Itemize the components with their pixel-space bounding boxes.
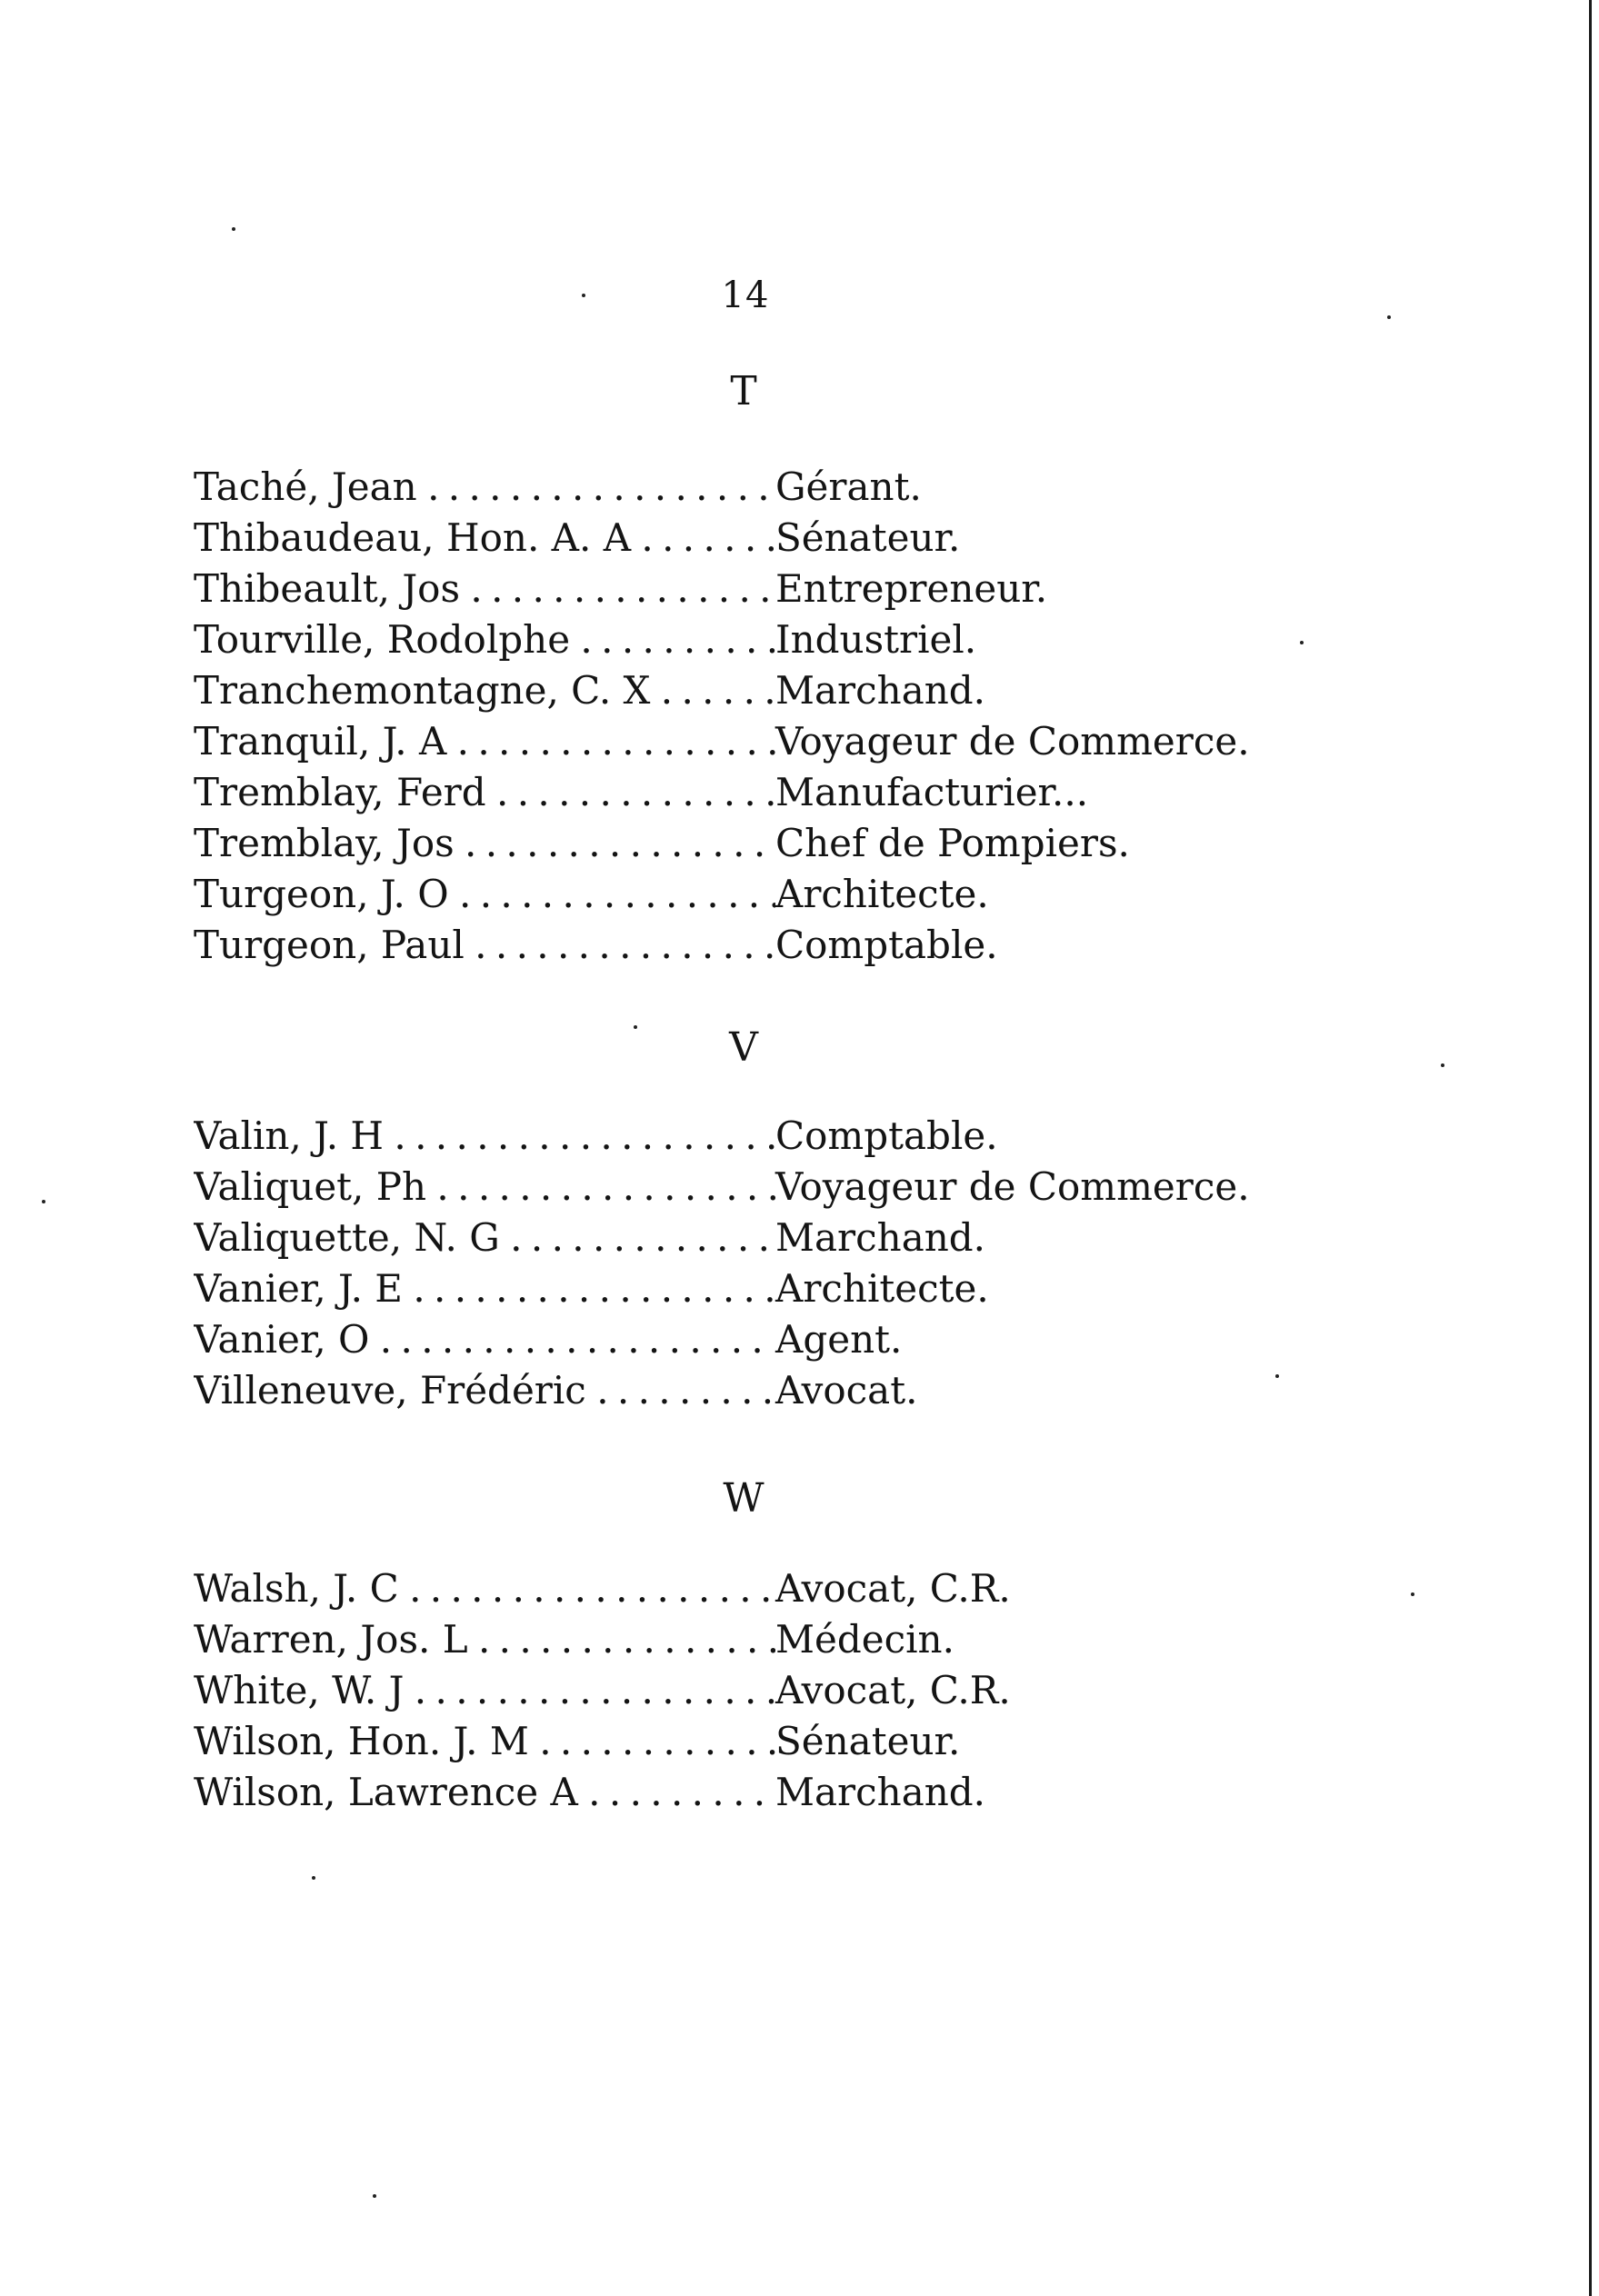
section-letter: W [723,1475,765,1522]
scan-speck [1441,1063,1444,1067]
entry-name: Valiquet, Ph . . . [194,1162,775,1213]
list-item [194,1614,1466,1665]
entry-name: White, W. J . . . [194,1665,775,1716]
entry-name: Wilson, Hon. J. M . . . [194,1716,775,1767]
entry-occupation: Marchand. [775,1215,986,1260]
entry-occupation: Voyageur de Commerce. [775,719,1250,764]
scan-speck [42,1200,45,1203]
entry-list [194,1111,1466,1416]
entry-name: Turgeon, J. O . . . [194,869,775,920]
entry-occupation: Médecin. [775,1617,954,1662]
entry-occupation: Sénateur. [775,515,961,560]
list-item [194,1563,1466,1614]
list-item [194,767,1466,818]
list-item [194,716,1466,767]
entry-occupation: Industriel. [775,617,977,662]
entry-occupation: Gérant. [775,464,922,509]
list-item [194,665,1466,716]
list-item [194,1263,1466,1314]
scan-speck [1387,315,1391,319]
list-item [194,1314,1466,1365]
page-edge-rule [1589,0,1592,2296]
list-item [194,1213,1466,1263]
scan-speck [634,1025,637,1029]
entry-name: Thibaudeau, Hon. A. A . . . [194,513,775,564]
list-item [194,513,1466,564]
entry-occupation: Avocat. [775,1368,918,1413]
scan-speck [373,2194,376,2198]
scan-speck [1300,641,1304,644]
list-item [194,1665,1466,1716]
entry-name: Wilson, Lawrence A . . . [194,1767,775,1818]
entry-name: Villeneuve, Frédéric . . . [194,1365,775,1416]
entry-occupation: Architecte. [775,872,989,916]
entry-list [194,462,1466,971]
entry-name: Tranchemontagne, C. X . . . [194,665,775,716]
list-item [194,1716,1466,1767]
list-item [194,818,1466,869]
entry-name: Taché, Jean . . . [194,462,775,513]
entry-occupation: Marchand. [775,668,986,713]
list-item [194,1111,1466,1162]
entry-name: Tourville, Rodolphe . . . [194,614,775,665]
list-item [194,1365,1466,1416]
entry-name: Thibeault, Jos . . . [194,564,775,614]
entry-occupation: Comptable. [775,923,998,967]
section-letter: V [729,1024,758,1071]
scan-speck [1275,1374,1279,1378]
entry-name: Vanier, O . . . [194,1314,775,1365]
entry-occupation: Agent. [775,1317,903,1362]
entry-occupation: Entrepreneur. [775,566,1048,611]
list-item [194,1767,1466,1818]
scan-speck [582,294,585,297]
entry-name: Valiquette, N. G . . . [194,1213,775,1263]
entry-name: Warren, Jos. L . . . [194,1614,775,1665]
list-item [194,614,1466,665]
list-item [194,564,1466,614]
entry-list [194,1563,1466,1818]
entry-name: Walsh, J. C . . . [194,1563,775,1614]
list-item [194,920,1466,971]
list-item [194,1162,1466,1213]
entry-name: Turgeon, Paul . . . [194,920,775,971]
section-letter: T [730,368,757,414]
page-number: 14 [721,275,770,316]
entry-name: Tranquil, J. A . . . [194,716,775,767]
entry-occupation: Chef de Pompiers. [775,821,1130,865]
entry-occupation: Avocat, C.R. [775,1566,1011,1611]
entry-occupation: Sénateur. [775,1719,961,1763]
entry-occupation: Voyageur de Commerce. [775,1164,1250,1209]
scan-speck [1411,1592,1414,1596]
entry-occupation: Comptable. [775,1113,998,1158]
entry-occupation: Manufacturier... [775,770,1089,814]
scan-speck [312,1876,315,1880]
entry-occupation: Architecte. [775,1266,989,1311]
entry-occupation: Avocat, C.R. [775,1668,1011,1712]
entry-name: Valin, J. H . . . [194,1111,775,1162]
list-item [194,869,1466,920]
entry-name: Tremblay, Ferd . . . [194,767,775,818]
scan-speck [232,227,235,231]
entry-name: Vanier, J. E . . . [194,1263,775,1314]
entry-occupation: Marchand. [775,1770,986,1814]
entry-name: Tremblay, Jos . . . [194,818,775,869]
list-item [194,462,1466,513]
